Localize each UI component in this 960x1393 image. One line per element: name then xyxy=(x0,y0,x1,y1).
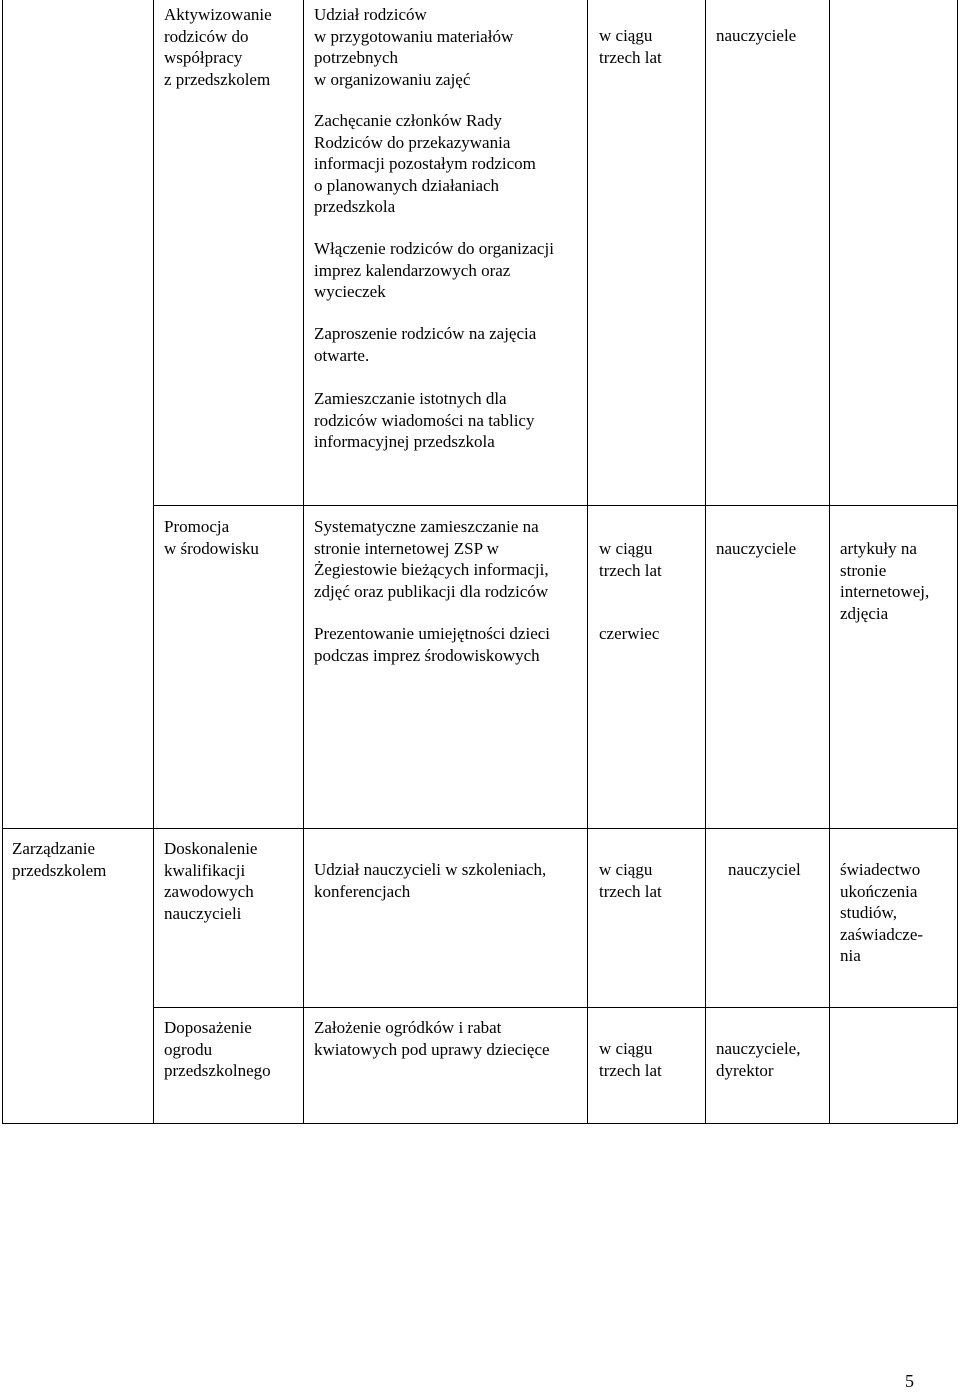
table-cell-responsible: nauczyciele xyxy=(716,539,797,558)
table-cell-evidence: świadectwo ukończenia studiów, zaświadcze- nia xyxy=(840,860,924,965)
table-cell-activity: Udział rodziców w przygotowaniu materiałów potrzebnych w organizowaniu zajęć xyxy=(314,5,514,89)
table-cell-term: w ciągu trzech lat xyxy=(599,26,662,67)
table-cell-term: w ciągu trzech lat xyxy=(599,539,662,580)
table-cell-activity: Zaproszenie rodziców na zajęcia otwarte. xyxy=(314,324,537,365)
table-cell-task: Doposażenie ogrodu przedszkolnego xyxy=(164,1018,271,1080)
table-cell-activity: Zachęcanie członków Rady Rodziców do przekazywania informacji pozostałym rodzicom o planowanych działaniach przedszkola xyxy=(314,111,536,216)
table-cell-area: Zarządzanie przedszkolem xyxy=(12,839,107,880)
table-cell-activity: Zamieszczanie istotnych dla rodziców wiadomości na tablicy informacyjnej przedszkola xyxy=(314,389,535,451)
page-number: 5 xyxy=(905,1371,914,1391)
table-cell-task: Doskonalenie kwalifikacji zawodowych nauczycieli xyxy=(164,839,258,923)
table-cell-task: Promocja w środowisku xyxy=(164,517,259,558)
table-cell-activity: Systematyczne zamieszczanie na stronie internetowej ZSP w Żegiestowie bieżących informacji, zdjęć oraz publikacji dla rodziców xyxy=(314,517,549,601)
table-cell-activity: Prezentowanie umiejętności dzieci podczas imprez środowiskowych xyxy=(314,624,551,665)
table-cell-responsible: nauczyciel xyxy=(728,860,801,879)
table-cell-activity: Założenie ogródków i rabat kwiatowych pod uprawy dziecięce xyxy=(314,1018,550,1059)
table-cell-term: czerwiec xyxy=(599,624,660,643)
table-cell-evidence: artykuły na stronie internetowej, zdjęcia xyxy=(840,539,930,623)
table-cell-responsible: nauczyciele, dyrektor xyxy=(716,1039,801,1080)
table-cell-task: Aktywizowanie rodziców do współpracy z przedszkolem xyxy=(164,5,272,89)
table-cell-activity: Udział nauczycieli w szkoleniach, konferencjach xyxy=(314,860,547,901)
table-cell-activity: Włączenie rodziców do organizacji imprez kalendarzowych oraz wycieczek xyxy=(314,239,554,301)
table-cell-term: w ciągu trzech lat xyxy=(599,860,662,901)
table-cell-term: w ciągu trzech lat xyxy=(599,1039,662,1080)
table-cell-responsible: nauczyciele xyxy=(716,26,797,45)
